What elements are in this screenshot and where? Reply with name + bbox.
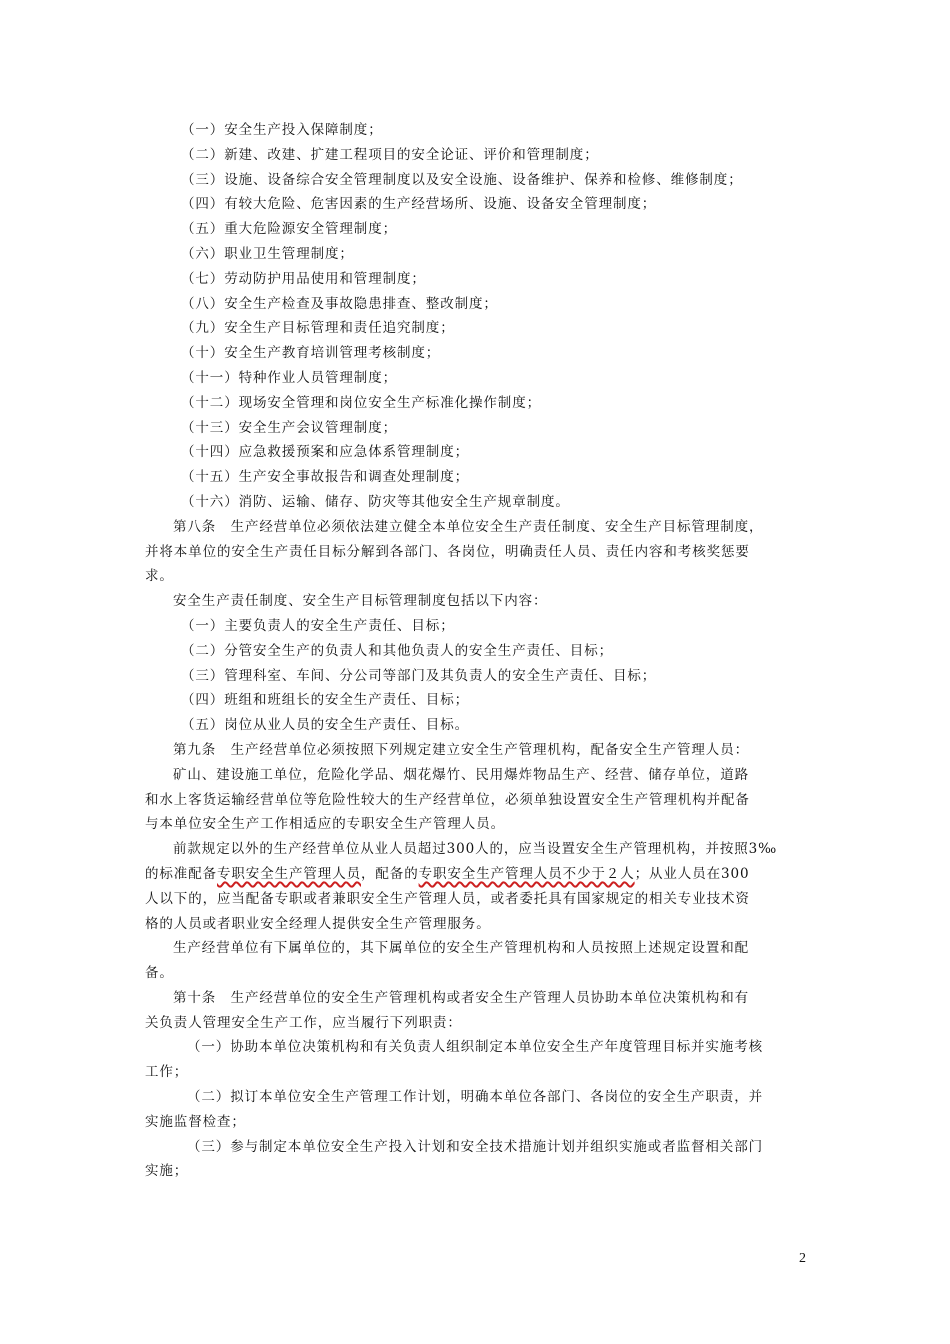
underlined-text: 专职安全生产管理人员不少于２人 <box>418 865 635 882</box>
list-item: （一）协助本单位决策机构和有关负责人组织制定本单位安全生产年度管理目标并实施考核 <box>187 1039 763 1056</box>
list-item: （三）参与制定本单位安全生产投入计划和安全技术措施计划并组织实施或者监督相关部门 <box>187 1138 763 1155</box>
list-item: （八）安全生产检查及事故隐患排查、整改制度； <box>181 295 498 312</box>
list-item-continuation: 工作； <box>145 1064 189 1081</box>
article-9-heading: 第九条 生产经营单位必须按照下列规定建立安全生产管理机构，配备安全生产管理人员： <box>173 741 749 758</box>
paragraph-line <box>145 862 805 887</box>
page-number: 2 <box>799 1251 806 1266</box>
list-item: （十二）现场安全管理和岗位安全生产标准化操作制度； <box>181 394 541 411</box>
list-item: （十一）特种作业人员管理制度； <box>181 369 397 386</box>
paragraph-line: 备。 <box>145 965 174 982</box>
article-8-line: 并将本单位的安全生产责任目标分解到各部门、各岗位，明确责任人员、责任内容和考核奖惩要 <box>145 543 750 560</box>
underlined-text: 专职安全生产管理人员 <box>217 865 361 882</box>
list-item: （十三）安全生产会议管理制度； <box>181 419 397 436</box>
text-run: ；从业人员在300 <box>634 865 750 882</box>
document-body <box>145 118 805 1184</box>
list-item: （二）分管安全生产的负责人和其他负责人的安全生产责任、目标； <box>181 642 613 659</box>
paragraph-line: 和水上客货运输经营单位等危险性较大的生产经营单位，必须单独设置安全生产管理机构并配备 <box>145 791 750 808</box>
list-item: （六）职业卫生管理制度； <box>181 245 354 262</box>
list-item: （七）劳动防护用品使用和管理制度； <box>181 270 426 287</box>
paragraph-line: 生产经营单位有下属单位的，其下属单位的安全生产管理机构和人员按照上述规定设置和配 <box>173 940 749 957</box>
article-10-heading: 第十条 生产经营单位的安全生产管理机构或者安全生产管理人员协助本单位决策机构和有 <box>173 989 749 1006</box>
text-run: ，配备的 <box>361 865 419 882</box>
list-item: （三）设施、设备综合安全管理制度以及安全设施、设备维护、保养和检修、维修制度； <box>181 171 743 188</box>
list-item: （十五）生产安全事故报告和调查处理制度； <box>181 469 469 486</box>
list-item: （五）重大危险源安全管理制度； <box>181 221 397 238</box>
list-item: （十六）消防、运输、储存、防灾等其他安全生产规章制度。 <box>181 493 570 510</box>
list-item-continuation: 实施监督检查； <box>145 1113 246 1130</box>
article-8-line: 求。 <box>145 568 174 585</box>
paragraph-line: 关负责人管理安全生产工作，应当履行下列职责： <box>145 1014 462 1031</box>
paragraph-line: 矿山、建设施工单位，危险化学品、烟花爆竹、民用爆炸物品生产、经营、储存单位，道路 <box>173 766 749 783</box>
list-item: （四）有较大危险、危害因素的生产经营场所、设施、设备安全管理制度； <box>181 196 657 213</box>
list-item: （十）安全生产教育培训管理考核制度； <box>181 345 441 362</box>
article-8-intro: 安全生产责任制度、安全生产目标管理制度包括以下内容： <box>173 593 548 610</box>
list-item: （二）拟订本单位安全生产管理工作计划，明确本单位各部门、各岗位的安全生产职责，并 <box>187 1089 763 1106</box>
list-item: （二）新建、改建、扩建工程项目的安全论证、评价和管理制度； <box>181 146 599 163</box>
list-item-continuation: 实施； <box>145 1163 189 1180</box>
list-item: （十四）应急救援预案和应急体系管理制度； <box>181 444 469 461</box>
paragraph-line: 人以下的，应当配备专职或者兼职安全生产管理人员，或者委托具有国家规定的相关专业技术资 <box>145 890 750 907</box>
paragraph-line: 格的人员或者职业安全经理人提供安全生产管理服务。 <box>145 915 491 932</box>
list-item: （四）班组和班组长的安全生产责任、目标； <box>181 692 469 709</box>
list-item: （三）管理科室、车间、分公司等部门及其负责人的安全生产责任、目标； <box>181 667 657 684</box>
paragraph-line: 前款规定以外的生产经营单位从业人员超过300人的，应当设置安全生产管理机构，并按照3‰ <box>173 841 778 858</box>
list-item: （一）主要负责人的安全生产责任、目标； <box>181 617 455 634</box>
list-item: （一）安全生产投入保障制度； <box>181 122 383 138</box>
list-item: （九）安全生产目标管理和责任追究制度； <box>181 320 455 337</box>
article-8-line: 第八条 生产经营单位必须依法建立健全本单位安全生产责任制度、安全生产目标管理制度， <box>173 518 764 535</box>
paragraph-line: 与本单位安全生产工作相适应的专职安全生产管理人员。 <box>145 816 505 833</box>
list-item: （五）岗位从业人员的安全生产责任、目标。 <box>181 717 469 734</box>
text-run: 的标准配备 <box>145 865 217 882</box>
